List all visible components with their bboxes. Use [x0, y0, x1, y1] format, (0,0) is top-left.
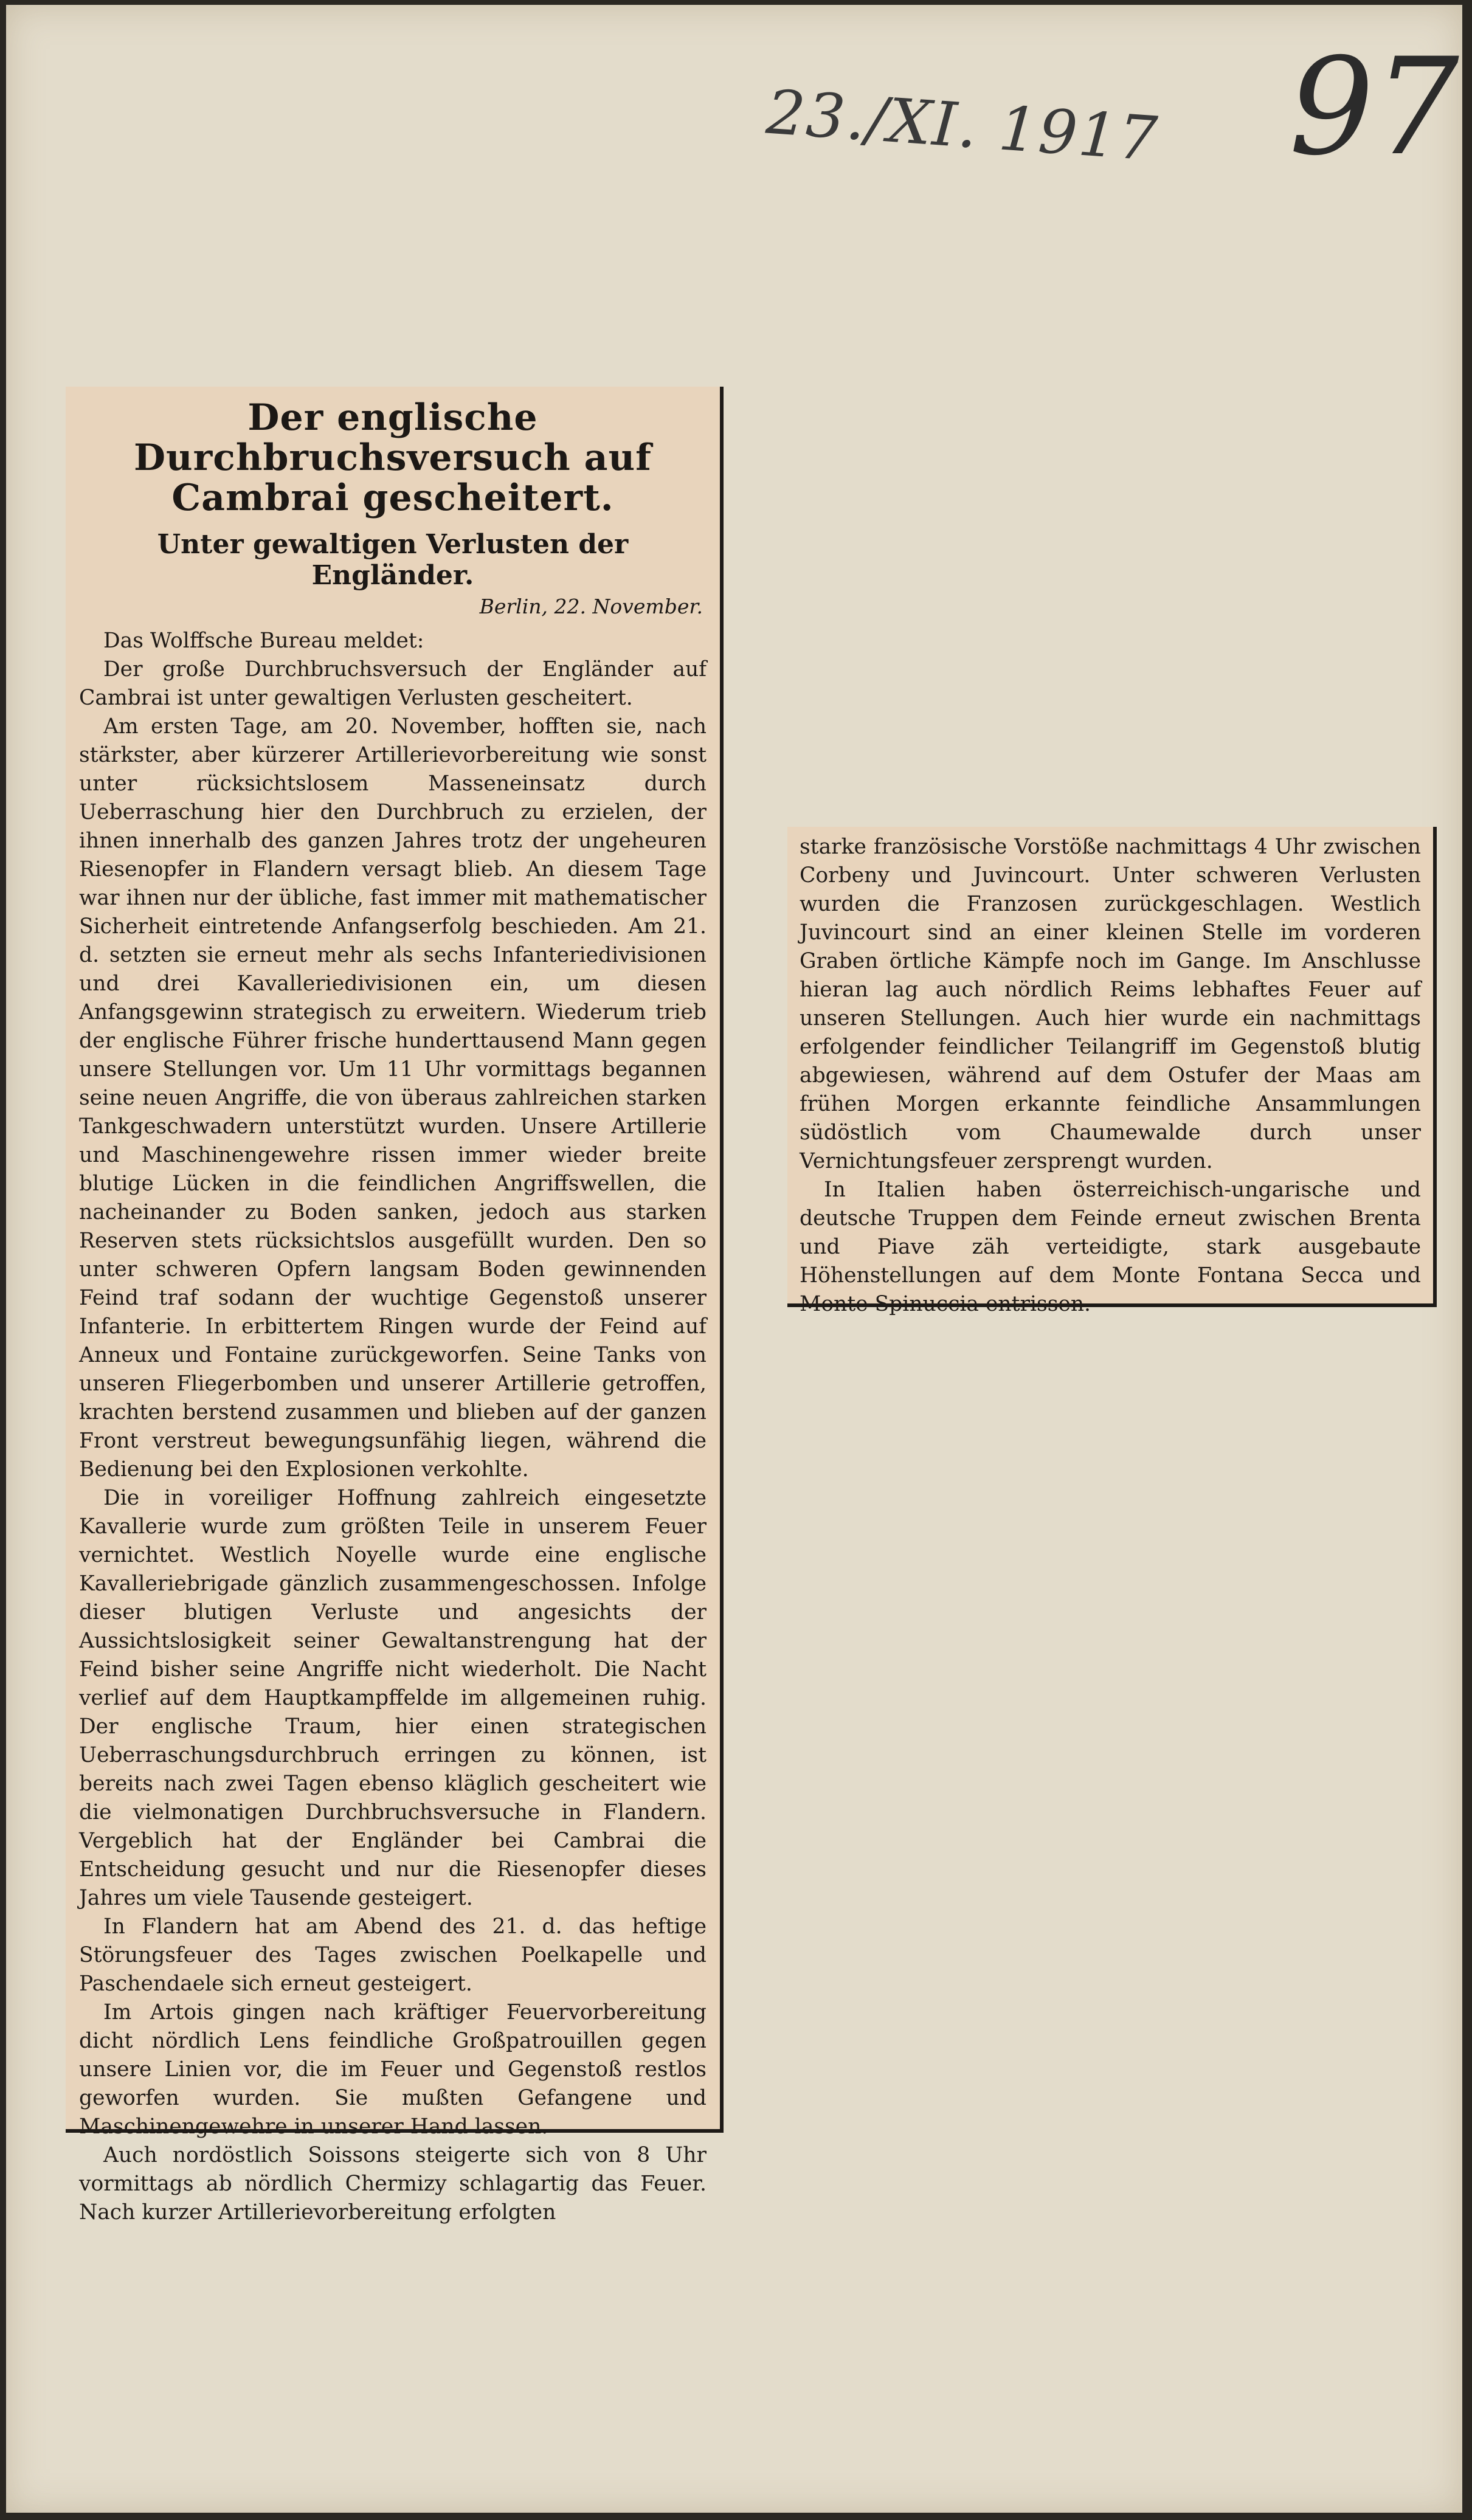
handwritten-date: 23./XI. 1917	[764, 76, 1161, 175]
clipping-paragraph: starke französische Vorstöße nachmittags 4 Uhr zwischen Corbeny und Juvincourt. Unter schweren Verlusten wurden die Franzosen zurückgeschlagen. Westlich Juvincourt sind an einer kleinen Stelle im vorderen Graben örtliche Kämpfe noch im Gange. Im Anschlusse hieran lag auch nördlich Reims lebhaftes Feuer auf unseren Stellungen. Auch hier wurde ein nachmittags erfolgender feindlicher Teilangriff im Gegenstoß blutig abgewiesen, während auf dem Ostufer der Maas am frühen Morgen erkannte feindliche Ansammlungen südöstlich vom Chaumewalde durch unser Vernichtungsfeuer zersprengt wurden.	[800, 835, 1421, 1173]
clipping-paragraph: In Italien haben österreichisch-ungarische und deutsche Truppen dem Feinde erneut zwischen Brenta und Piave zäh verteidigte, stark ausgebaute Höhenstellungen auf dem Monte Fontana Secca und Monte Spinuccia entrissen.	[800, 1178, 1421, 1316]
clipping-headline: Der englische Durchbruchsversuch auf Cambrai gescheitert.	[134, 396, 652, 519]
clipping-paragraph: Die in voreiliger Hoffnung zahlreich eingesetzte Kavallerie wurde zum größten Teile in unserem Feuer vernichtet. Westlich Noyelle wurde eine englische Kavalleriebrigade gänzlich zusammengeschossen. Infolge dieser blutigen Verluste und angesichts der Aussichtslosigkeit seiner Gewaltanstrengung hat der Feind bisher seine Angriffe nicht wiederholt. Die Nacht verlief auf dem Hauptkampffelde im allgemeinen ruhig. Der englische Traum, hier einen strategischen Ueberraschungsdurchbruch erringen zu können, ist bereits nach zwei Tagen ebenso kläglich gescheitert wie die vielmonatigen Durchbruchsversuche in Flandern. Vergeblich hat der Engländer bei Cambrai die Entscheidung gesucht und nur die Riesenopfer dieses Jahres um viele Tausende gesteigert.	[79, 1486, 707, 1910]
clipping-subheadline: Unter gewaltigen Verlusten der Engländer.	[157, 529, 629, 591]
clipping-paragraph: Der große Durchbruchsversuch der Engländer auf Cambrai ist unter gewaltigen Verlusten gescheitert.	[79, 657, 707, 710]
newspaper-clipping-continuation	[787, 827, 1437, 1316]
clipping-paragraph: In Flandern hat am Abend des 21. d. das heftige Störungsfeuer des Tages zwischen Poelkapelle und Paschendaele sich erneut gesteigert.	[79, 1914, 707, 1996]
clipping-paragraph: Im Artois gingen nach kräftiger Feuervorbereitung dicht nördlich Lens feindliche Großpatrouillen gegen unsere Linien vor, die im Feuer und Gegenstoß restlos geworfen wurden. Sie mußten Gefangene und Maschinengewehre in unserer Hand lassen.	[79, 2000, 707, 2139]
handwritten-page-number: 97	[1289, 29, 1459, 185]
newspaper-clipping-main	[66, 387, 724, 2225]
clipping-source: Das Wolffsche Bureau meldet:	[103, 629, 424, 653]
clipping-dateline: Berlin, 22. November.	[479, 595, 703, 618]
archive-sheet	[6, 5, 1462, 2513]
clipping-paragraph: Am ersten Tage, am 20. November, hofften sie, nach stärkster, aber kürzerer Artillerievorbereitung wie sonst unter rücksichtslosem Masseneinsatz durch Ueberraschung hier den Durchbruch zu erzielen, der ihnen innerhalb des ganzen Jahres trotz der ungeheuren Riesenopfer in Flandern versagt blieb. An diesem Tage war ihnen nur der übliche, fast immer mit mathematischer Sicherheit eintretende Anfangserfolg beschieden. Am 21. d. setzten sie erneut mehr als sechs Infanteriedivisionen und drei Kavalleriedivisionen ein, um diesen Anfangsgewinn strategisch zu erweitern. Wiederum trieb der englische Führer frische hunderttausend Mann gegen unsere Stellungen vor. Um 11 Uhr vormittags begannen seine neuen Angriffe, die von überaus zahlreichen starken Tankgeschwadern unterstützt wurden. Unsere Artillerie und Maschinengewehre rissen immer wieder breite blutige Lücken in die feindlichen Angriffswellen, die nacheinander zu Boden sanken, jedoch aus starken Reserven stets rücksichtslos ausgefüllt wurden. Den so unter schweren Opfern langsam Boden gewinnenden Feind traf sodann der wuchtige Gegenstoß unserer Infanterie. In erbittertem Ringen wurde der Feind auf Anneux und Fontaine zurückgeworfen. Seine Tanks von unseren Fliegerbomben und unserer Artillerie getroffen, krachten berstend zusammen und blieben auf der ganzen Front verstreut bewegungsunfähig liegen, während die Bedienung bei den Explosionen verkohlte.	[79, 714, 707, 1482]
clipping-paragraph: Auch nordöstlich Soissons steigerte sich von 8 Uhr vormittags ab nördlich Chermizy schlagartig das Feuer. Nach kurzer Artillerievorbereitung erfolgten	[79, 2143, 707, 2225]
